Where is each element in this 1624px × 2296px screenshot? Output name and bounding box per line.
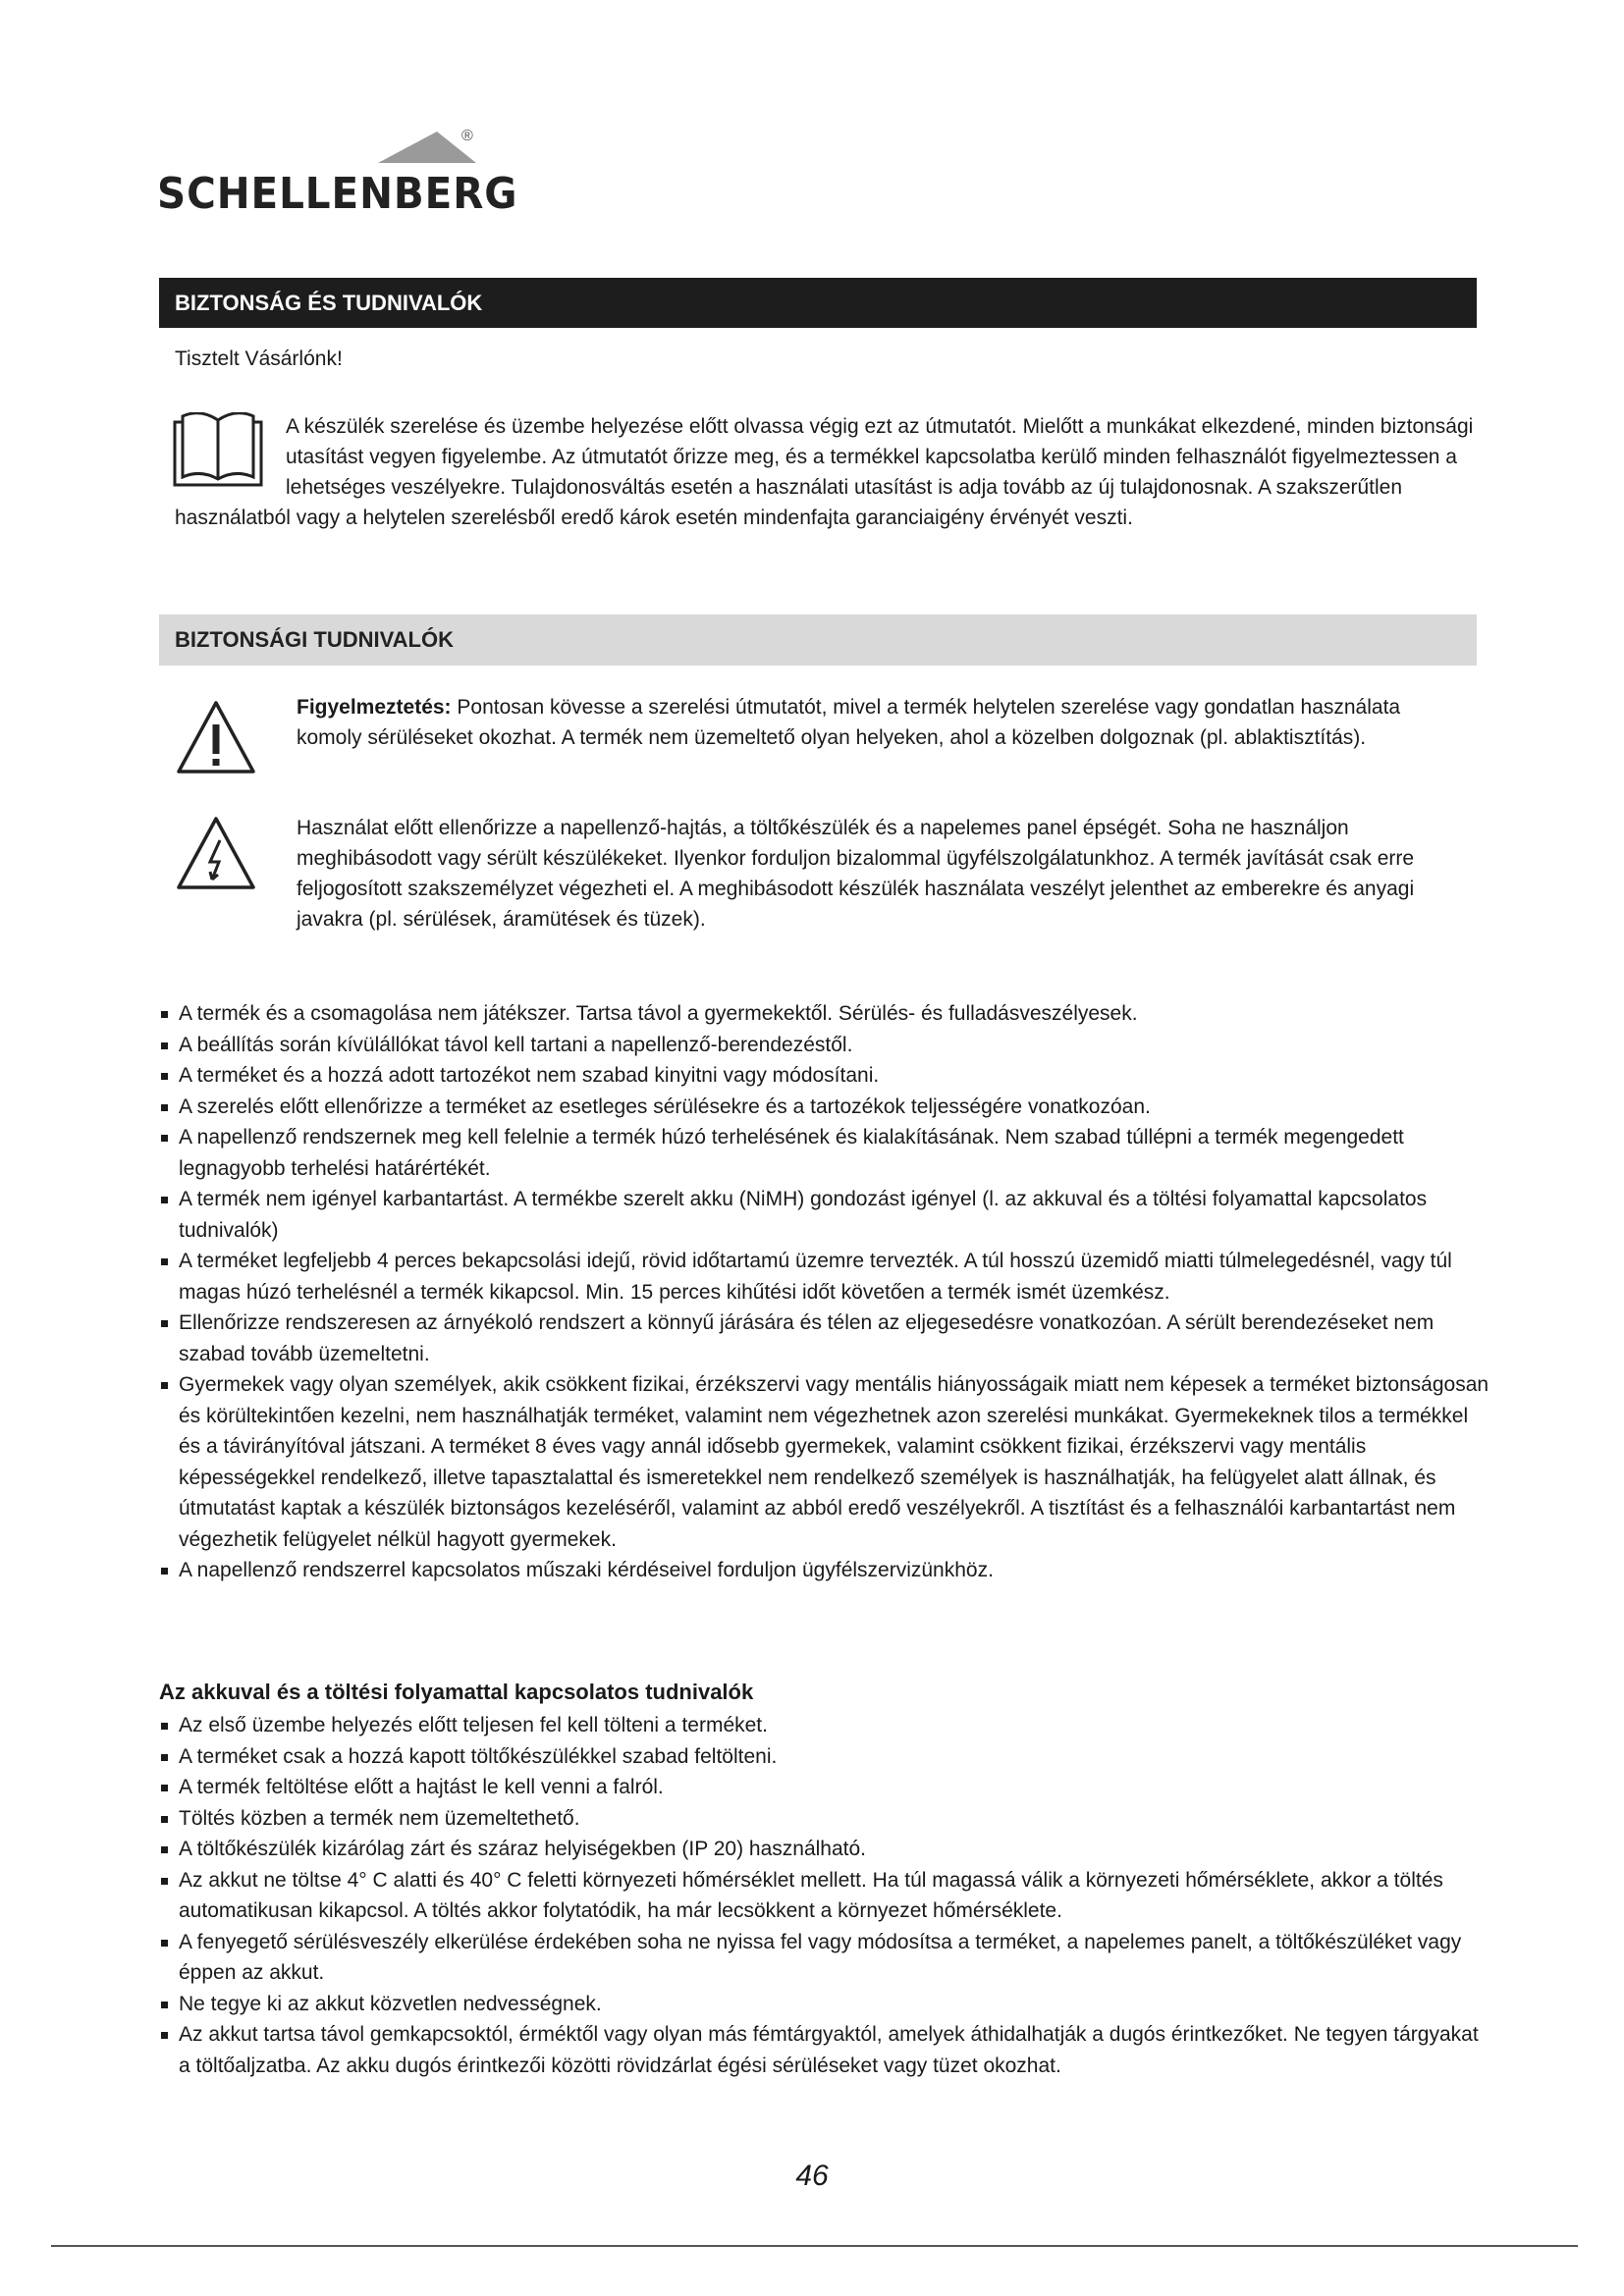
bullet-icon (161, 1723, 168, 1730)
section-header-safety: BIZTONSÁG ÉS TUDNIVALÓK (159, 278, 1477, 328)
brand-logo (157, 128, 518, 221)
page-number: 46 (795, 2160, 829, 2192)
footer-divider (51, 2245, 1578, 2247)
list-item: Ne tegye ki az akkut közvetlen nedvességnek. (157, 1989, 1492, 2020)
logo-text: SCHELLENBERG (157, 169, 518, 219)
list-item: A beállítás során kívülállókat távol kell tartani a napellenző-berendezéstől. (157, 1030, 1492, 1061)
battery-section-title: Az akkuval és a töltési folyamattal kapcsolatos tudnivalók (159, 1680, 754, 1704)
list-item: A szerelés előtt ellenőrizze a terméket az esetleges sérülésekre és a tartozékok teljességére vonatkozóan. (157, 1092, 1492, 1123)
bullet-icon (161, 1135, 168, 1142)
bullet-icon (161, 1754, 168, 1761)
salutation: Tisztelt Vásárlónk! (175, 347, 343, 370)
list-item: Az akkut tartsa távol gemkapcsoktól, érméktől vagy olyan más fémtárgyaktól, amelyek áthidalhatják a dugós érintkezőket. Ne tegyen tárgyakat a töltőaljzatba. Az akku dugós érintkezői közötti rövidzárlat égési sérüléseket vagy tüzet okozhat. (157, 2019, 1492, 2081)
list-item: A termék feltöltése előtt a hajtást le kell venni a falról. (157, 1772, 1492, 1803)
list-item: A napellenző rendszernek meg kell felelnie a termék húzó terhelésének és kialakításának. Nem szabad túllépni a termék megengedett legnagyobb terhelési határértékét. (157, 1122, 1492, 1184)
bullet-icon (161, 2002, 168, 2008)
intro-paragraph: A készülék szerelése és üzembe helyezése előtt olvassa végig ezt az útmutatót. Mielőtt a munkákat elkezdené, minden biztonsági utasítást vegyen figyelembe. Az útmutatót őrizze meg, és a termékkel kapcsolatba kerülő minden felhasználót figyelmeztessen a lehetséges veszélyekre. Tulajdonosváltás esetén a használati utasítást is adja tovább az új tulajdonosnak. A szakszerűtlen használatból vagy a helytelen szerelésből eredő károk esetén mindenfajta garanciaigény érvényét veszti. (175, 415, 1474, 529)
list-item: Gyermekek vagy olyan személyek, akik csökkent fizikai, érzékszervi vagy mentális hiányosságaik miatt nem képesek a terméket biztonságosan és körültekintően kezelni, nem használhatják terméket, valamint nem végezhetnek azon szerelési munkákat. Gyermekeknek tilos a termékkel és a távirányítóval játszani. A terméket 8 éves vagy annál idősebb gyermekek, valamint csökkent fizikai, érzékszervi vagy mentális képességekkel rendelkező, illetve tapasztalattal és ismeretekkel nem rendelkező személyek is használhatják, ha felügyelet alatt állnak, és útmutatást kaptak a készülék biztonságos kezeléséről, valamint az abból eredő veszélyekről. A tisztítást és a felhasználói karbantartást nem végezhetik felügyelet nélkül hagyott gyermekek. (157, 1369, 1492, 1555)
bullet-icon (161, 1011, 168, 1018)
bullet-icon (161, 1785, 168, 1791)
list-item: A terméket legfeljebb 4 perces bekapcsolási idejű, rövid időtartamú üzemre tervezték. A túl hosszú üzemidő miatti túlmelegedésnél, vagy túl magas húzó terhelésnél a termék kikapcsol. Min. 15 perces kihűtési időt követően a termék ismét üzemkész. (157, 1246, 1492, 1308)
bullet-icon (161, 1320, 168, 1327)
list-item: Töltés közben a termék nem üzemeltethető. (157, 1803, 1492, 1835)
list-item: A terméket csak a hozzá kapott töltőkészülékkel szabad feltölteni. (157, 1741, 1492, 1773)
section-header-safety-notes: BIZTONSÁGI TUDNIVALÓK (159, 614, 1477, 666)
warning-exclamation-icon (175, 699, 257, 775)
warning-electric-icon (175, 815, 257, 891)
list-item: A termék nem igényel karbantartást. A termékbe szerelt akku (NiMH) gondozást igényel (l. az akkuval és a töltési folyamattal kapcsolatos tudnivalók) (157, 1184, 1492, 1246)
bullet-icon (161, 2032, 168, 2039)
battery-bullet-list (157, 1710, 1492, 2081)
bullet-icon (161, 1568, 168, 1575)
bullet-icon (161, 1042, 168, 1049)
bullet-icon (161, 1846, 168, 1853)
bullet-icon (161, 1816, 168, 1823)
bullet-icon (161, 1940, 168, 1947)
list-item: Ellenőrizze rendszeresen az árnyékoló rendszert a könnyű járására és télen az eljegesedésre vonatkozóan. A sérült berendezéseket nem szabad tovább üzemeltetni. (157, 1308, 1492, 1369)
warning-label: Figyelmeztetés: (297, 696, 452, 719)
list-item: A terméket és a hozzá adott tartozékot nem szabad kinyitni vagy módosítani. (157, 1060, 1492, 1092)
bullet-icon (161, 1878, 168, 1885)
list-item: Az akkut ne töltse 4° C alatti és 40° C feletti környezeti hőmérséklet mellett. Ha túl magassá válik a környezeti hőmérséklete, akkor a töltés automatikusan kikapcsol. A töltés akkor folytatódik, ha már lecsökkent a környezet hőmérséklete. (157, 1865, 1492, 1927)
bullet-icon (161, 1382, 168, 1389)
list-item: A napellenző rendszerrel kapcsolatos műszaki kérdéseivel forduljon ügyfélszervizünkhöz. (157, 1555, 1492, 1586)
bullet-icon (161, 1258, 168, 1265)
list-item: A töltőkészülék kizárólag zárt és száraz helyiségekben (IP 20) használható. (157, 1834, 1492, 1865)
list-item: A termék és a csomagolása nem játékszer. Tartsa távol a gyermekektől. Sérülés- és fulladásveszélyesek. (157, 998, 1492, 1030)
registered-mark: ® (461, 128, 473, 144)
warning-paragraph-1: Figyelmeztetés: Pontosan kövesse a szerelési útmutatót, mivel a termék helytelen szerelése vagy gondatlan használata komoly sérüléseket okozhat. A termék nem üzemeltető olyan helyeken, ahol a közelben dolgoznak (pl. ablaktisztítás). (297, 696, 1401, 749)
list-item: A fenyegető sérülésveszély elkerülése érdekében soha ne nyissa fel vagy módosítsa a terméket, a napelemes panelt, a töltőkészüléket vagy éppen az akkut. (157, 1927, 1492, 1989)
bullet-icon (161, 1197, 168, 1203)
safety-bullet-list (157, 998, 1492, 1586)
bullet-icon (161, 1104, 168, 1111)
list-item: Az első üzembe helyezés előtt teljesen fel kell tölteni a terméket. (157, 1710, 1492, 1741)
warning-paragraph-2: Használat előtt ellenőrizze a napellenző-hajtás, a töltőkészülék és a napelemes panel épségét. Soha ne használjon meghibásodott vagy sérült készülékeket. Ilyenkor forduljon bizalommal ügyfélszolgálatunkhoz. A termék javítását csak erre feljogosított szakszemélyzet végezheti el. A meghibásodott készülék használata veszélyt jelenthet az emberekre és anyagi javakra (pl. sérülések, áramütések és tüzek). (297, 817, 1415, 931)
bullet-icon (161, 1073, 168, 1080)
